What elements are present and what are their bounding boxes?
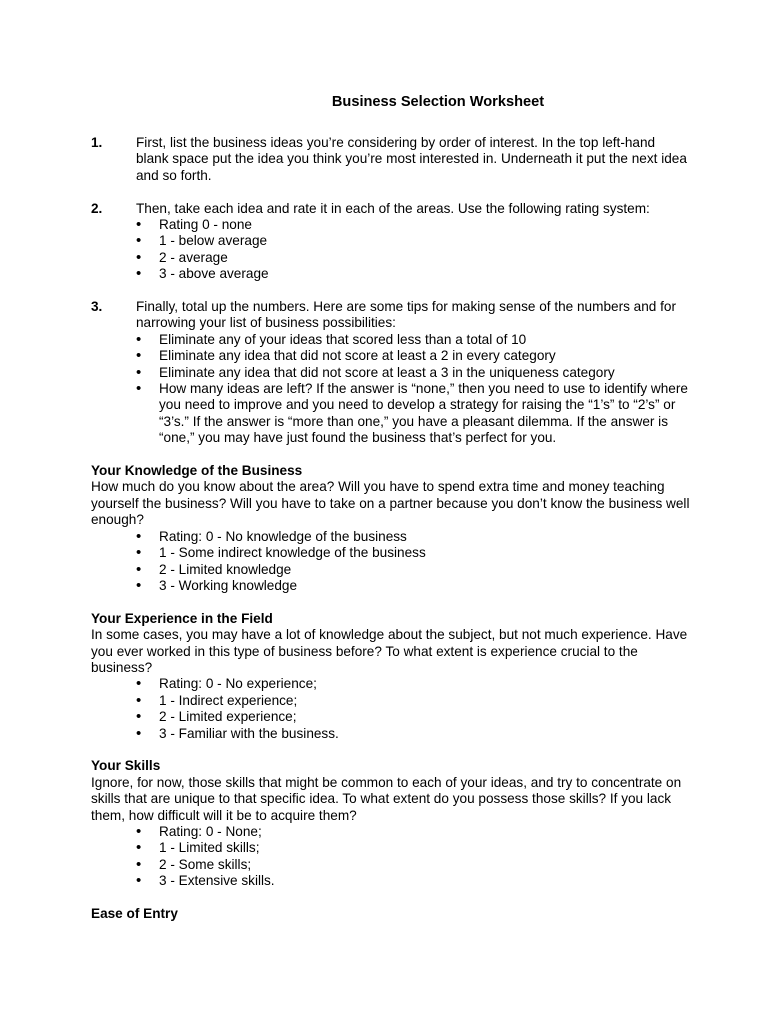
- section-text: In some cases, you may have a lot of knowledge about the subject, but not much experience. Have you ever worked in this type of business before? To what extent is experience crucial to the business?: [91, 627, 688, 675]
- bullet-list: [136, 332, 691, 447]
- rating-item: • 3 - Working knowledge: [136, 578, 691, 594]
- document-body: [91, 135, 691, 939]
- rating-sections: [91, 463, 691, 922]
- bullet-item: • Eliminate any idea that did not score at least a 3 in the uniqueness category: [136, 365, 691, 381]
- bullet-item: • 3 - above average: [136, 266, 691, 282]
- bullet-item: • Eliminate any of your ideas that scored less than a total of 10: [136, 332, 691, 348]
- section-heading: Your Knowledge of the Business: [91, 463, 303, 479]
- rating-item: • 1 - Limited skills;: [136, 840, 691, 856]
- rating-item: • 3 - Extensive skills.: [136, 873, 691, 889]
- step-number: 3.: [91, 299, 103, 315]
- numbered-step: [91, 299, 691, 447]
- rating-item: • 1 - Indirect experience;: [136, 693, 691, 709]
- rating-item: • 2 - Some skills;: [136, 857, 691, 873]
- rating-item: • Rating: 0 - No experience;: [136, 676, 691, 692]
- rating-item: • Rating: 0 - No knowledge of the business: [136, 529, 691, 545]
- numbered-step: [91, 135, 691, 184]
- section-heading: Your Skills: [91, 758, 161, 774]
- rating-list: [136, 529, 691, 595]
- bullet-item: • 1 - below average: [136, 233, 691, 249]
- section-text: Ignore, for now, those skills that might be common to each of your ideas, and try to concentrate on skills that are unique to that specific idea. To what extent do you possess those skills? If you lack them, how difficult will it be to acquire them?: [91, 774, 682, 823]
- bullet-item: • How many ideas are left? If the answer is “none,” then you need to use to identify where you need to improve and you need to develop a strategy for raising the “1’s” to “2’s” or “3’s.” If the answer is “more than one,” you have a pleasant dilemma. If the answer is “one,” you may have just found the business that’s perfect for you.: [136, 381, 691, 447]
- bullet-item: • Eliminate any idea that did not score at least a 2 in every category: [136, 348, 691, 364]
- section: [91, 906, 691, 922]
- rating-item: • 2 - Limited experience;: [136, 709, 691, 725]
- step-text: First, list the business ideas you’re considering by order of interest. In the top left-hand blank space put the idea you think you’re most interested in. Underneath it put the next idea and so forth.: [136, 135, 687, 183]
- section-heading: Ease of Entry: [91, 906, 178, 921]
- rating-item: • 3 - Familiar with the business.: [136, 726, 691, 742]
- rating-item: • Rating: 0 - None;: [136, 824, 691, 840]
- section: [91, 463, 691, 594]
- section-text: How much do you know about the area? Will you have to spend extra time and money teaching yourself the business? Will you have to take on a partner because you don’t know the business well enough?: [91, 479, 690, 528]
- rating-list: [136, 676, 691, 742]
- section-heading: Your Experience in the Field: [91, 610, 273, 626]
- section: [91, 611, 691, 742]
- rating-item: • 1 - Some indirect knowledge of the business: [136, 545, 691, 561]
- bullet-item: • Rating 0 - none: [136, 217, 691, 233]
- bullet-item: • 2 - average: [136, 250, 691, 266]
- section: [91, 758, 691, 889]
- page-title: Business Selection Worksheet: [331, 94, 545, 110]
- numbered-step: [91, 201, 691, 283]
- rating-item: • 2 - Limited knowledge: [136, 562, 691, 578]
- step-number: 2.: [91, 200, 103, 216]
- numbered-steps: [91, 135, 691, 447]
- bullet-list: [136, 217, 691, 283]
- step-number: 1.: [91, 135, 103, 150]
- step-text: Finally, total up the numbers. Here are some tips for making sense of the numbers and for narrowing your list of business possibilities:: [136, 299, 676, 331]
- step-text: Then, take each idea and rate it in each of the areas. Use the following rating system:: [136, 200, 650, 216]
- rating-list: [136, 824, 691, 890]
